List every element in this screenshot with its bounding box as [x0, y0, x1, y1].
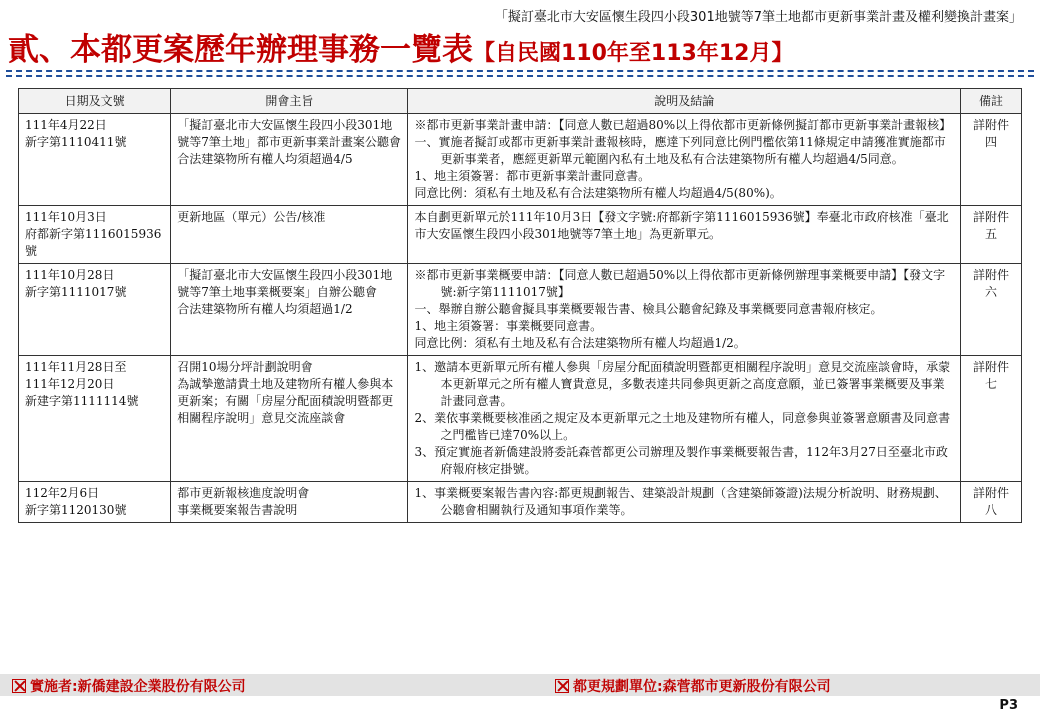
description-line: ※都市更新事業計畫申請：【同意人數已超過80%以上得依都市更新條例擬訂都市更新事業計畫報核】 — [414, 118, 952, 132]
note-cell: 詳附件五 — [961, 206, 1022, 264]
description-line: 1、邀請本更新單元所有權人參與「房屋分配面積說明暨都更相關程序說明」意見交流座談會時，承蒙本更新單元之所有權人寶貴意見，多數表達共同參與更新之高度意願，並已簽署事業概要及事業計畫同意書。 — [414, 360, 951, 408]
date-cell — [19, 482, 171, 523]
date-line: 112年2月6日 — [25, 486, 100, 500]
description-line: 3、預定實施者新僑建設將委託森菅都更公司辦理及製作事業概要報告書，112年3月27日至臺北市政府報府核定掛號。 — [414, 445, 948, 476]
note-cell: 詳附件四 — [961, 114, 1022, 206]
date-cell — [19, 264, 171, 356]
meeting-subject: 「擬訂臺北市大安區懷生段四小段301地號等7筆土地事業概要案」自辦公聽會 — [177, 268, 393, 299]
company-emblem-icon — [555, 679, 569, 693]
doc-number: 新建字第1111114號 — [25, 394, 139, 408]
header-meeting: 開會主旨 — [171, 89, 408, 114]
meeting-cell — [171, 482, 408, 523]
meeting-cell — [171, 264, 408, 356]
description-cell — [408, 114, 961, 206]
meeting-threshold: 合法建築物所有權人均須超過4/5 — [177, 152, 353, 166]
table-header-row — [19, 89, 1022, 114]
description-cell — [408, 482, 961, 523]
meeting-subject: 召開10場分坪計劃說明會 — [177, 360, 313, 374]
table-row — [19, 206, 1022, 264]
description-line: 一、舉辦自辦公聽會擬具事業概要報告書、檢具公聽會紀錄及事業概要同意書報府核定。 — [414, 302, 883, 316]
meeting-detail: 為誠摯邀請貴土地及建物所有權人參與本更新案；有關「房屋分配面積說明暨都更相關程序說明」意見交流座談會 — [177, 377, 394, 425]
date-cell — [19, 356, 171, 482]
company-emblem-icon — [12, 679, 26, 693]
description-line: 同意比例：須私有土地及私有合法建築物所有權人均超過1/2。 — [414, 336, 746, 350]
date-line: 111年12月20日 — [25, 377, 115, 391]
title-divider-top — [6, 70, 1034, 72]
doc-number: 新字第1110411號 — [25, 135, 127, 149]
page-title — [8, 24, 793, 69]
meeting-detail: 事業概要案報告書說明 — [177, 503, 298, 517]
footer-planner — [555, 676, 831, 696]
note-cell: 詳附件八 — [961, 482, 1022, 523]
date-line: 111年4月22日 — [25, 118, 107, 132]
description-line: 1、地主須簽署：都市更新事業計畫同意書。 — [414, 169, 651, 183]
affairs-table — [18, 88, 1022, 523]
header-date: 日期及文號 — [19, 89, 171, 114]
description-line: 2、業依事業概要核准函之規定及本更新單元之土地及建物所有權人，同意參與並簽署意願書及同意書之門檻皆已達70%以上。 — [414, 411, 951, 442]
meeting-subject: 更新地區（單元）公告/核准 — [177, 210, 326, 224]
date-line: 111年10月3日 — [25, 210, 107, 224]
description-cell — [408, 206, 961, 264]
doc-number: 府都新字第1116015936號 — [25, 227, 162, 258]
title-divider-bottom — [6, 75, 1034, 77]
meeting-cell — [171, 356, 408, 482]
doc-number: 新字第1111017號 — [25, 285, 127, 299]
description-cell — [408, 264, 961, 356]
page-title-period: 【自民國110年至113年12月】 — [473, 41, 794, 66]
implementer-label: 實施者:新僑建設企業股份有限公司 — [30, 679, 246, 695]
date-line: 111年11月28日至 — [25, 360, 127, 374]
table-row — [19, 264, 1022, 356]
footer-implementer — [12, 676, 246, 696]
description-line: ※都市更新事業概要申請：【同意人數已超過50%以上得依都市更新條例辦理事業概要申請】【發文字號:新字第1111017號】 — [414, 268, 946, 299]
header-note: 備註 — [961, 89, 1022, 114]
meeting-subject: 都市更新報核進度說明會 — [177, 486, 310, 500]
description-line: 同意比例：須私有土地及私有合法建築物所有權人均超過4/5(80%)。 — [414, 186, 782, 200]
description-line: 1、地主須簽署：事業概要同意書。 — [414, 319, 603, 333]
description-line: 本自劃更新單元於111年10月3日【發文字號:府都新字第1116015936號】奉臺北市政府核准「臺北市大安區懷生段四小段301地號等7筆土地」為更新單元。 — [414, 210, 949, 241]
document-header: 「擬訂臺北市大安區懷生段四小段301地號等7筆土地都市更新事業計畫及權利變換計畫案」 — [494, 10, 1022, 25]
date-line: 111年10月28日 — [25, 268, 115, 282]
description-line: 一、實施者擬訂或都市更新事業計畫報核時，應達下列同意比例門檻依第11條規定申請獲准實施都市更新事業者，應經更新單元範圍內私有土地及私有合法建築物所有權人均超過4/5同意。 — [414, 135, 946, 166]
page-title-main: 貳、本都更案歷年辦理事務一覽表 — [8, 32, 473, 68]
table-row — [19, 114, 1022, 206]
date-cell — [19, 206, 171, 264]
meeting-cell — [171, 114, 408, 206]
meeting-threshold: 合法建築物所有權人均須超過1/2 — [177, 302, 353, 316]
note-cell: 詳附件六 — [961, 264, 1022, 356]
table-row — [19, 482, 1022, 523]
description-line: 1、事業概要案報告書內容:都更規劃報告、建築設計規劃（含建築師簽證)法規分析說明、財務規劃、公聽會相關執行及通知事項作業等。 — [414, 486, 947, 517]
planner-label: 都更規劃單位:森菅都市更新股份有限公司 — [573, 679, 831, 695]
header-description: 說明及結論 — [408, 89, 961, 114]
description-cell — [408, 356, 961, 482]
note-cell: 詳附件七 — [961, 356, 1022, 482]
date-cell — [19, 114, 171, 206]
table-row — [19, 356, 1022, 482]
meeting-subject: 「擬訂臺北市大安區懷生段四小段301地號等7筆土地」都市更新事業計畫案公聽會 — [177, 118, 401, 149]
doc-number: 新字第1120130號 — [25, 503, 127, 517]
page-number: P3 — [999, 698, 1018, 713]
meeting-cell — [171, 206, 408, 264]
